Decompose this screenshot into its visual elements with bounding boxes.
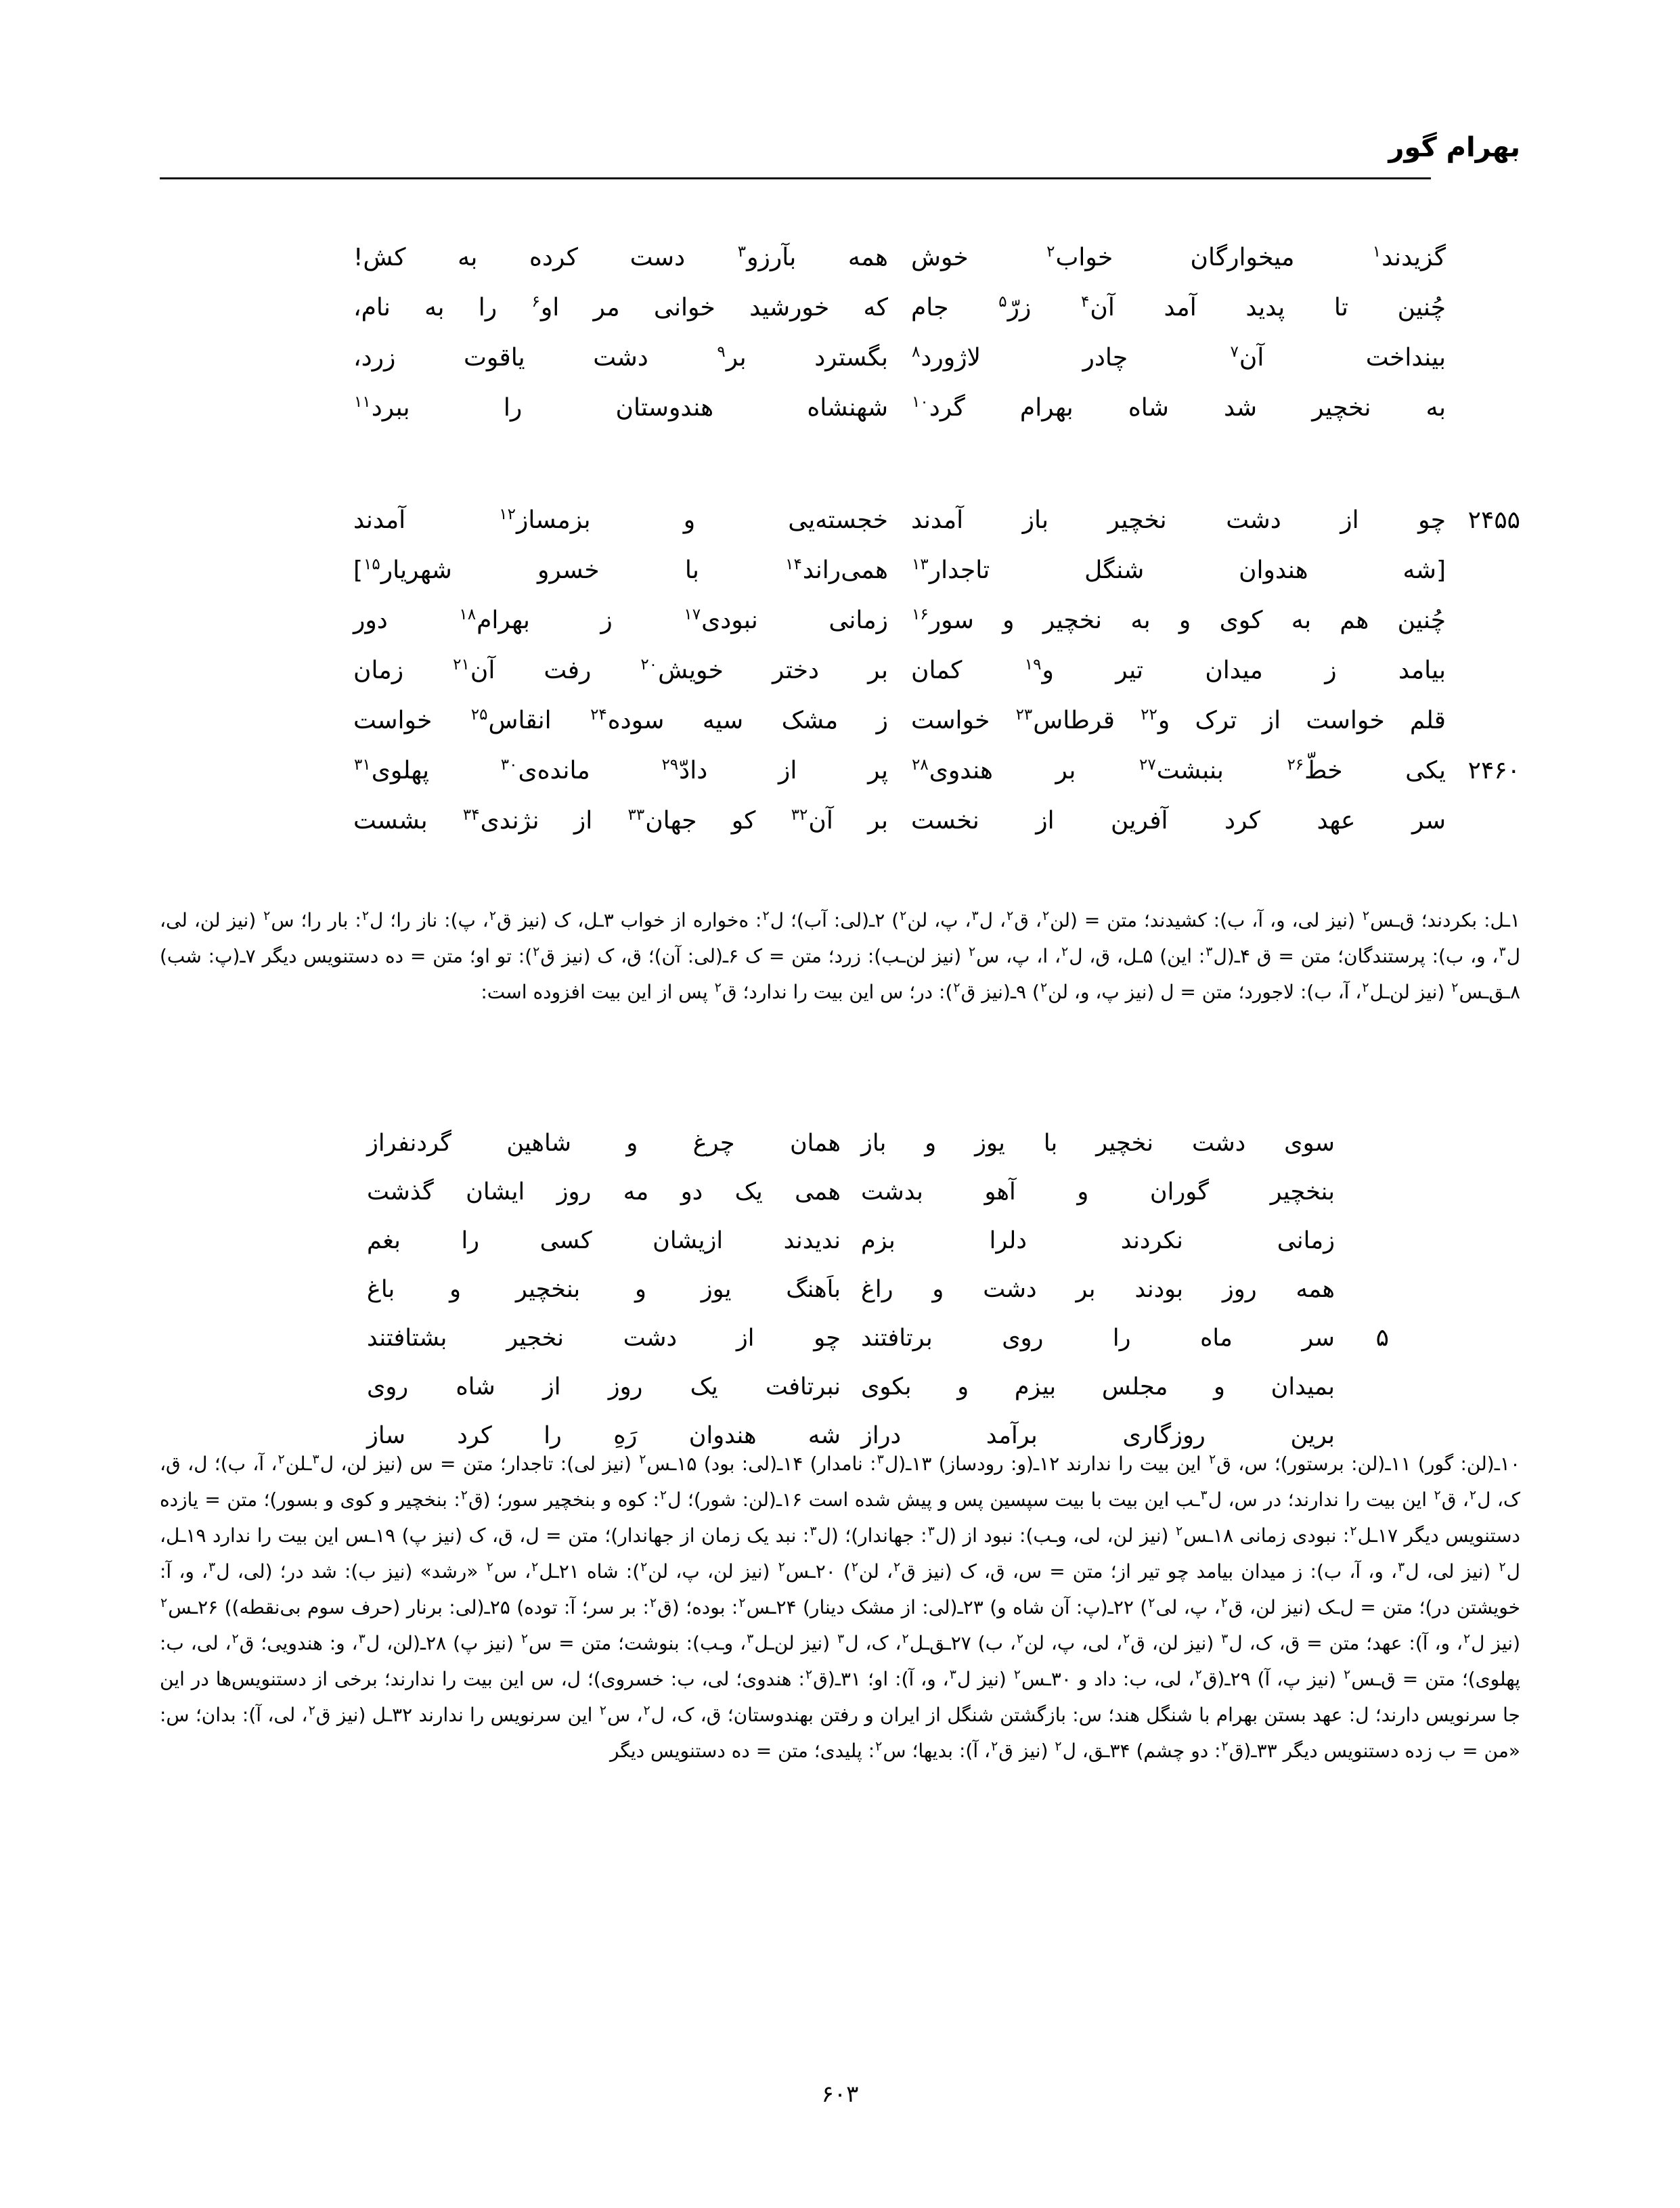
hemistich-second: بگسترد بر$^۹$ دشت یاقوت زرد، (353, 343, 888, 372)
hemistich-second: همان چرغ و شاهین گردنفراز (367, 1130, 841, 1157)
inserted-verse-block (291, 1119, 1389, 1460)
hemistich-first: یکی خطّ$^{۲۶}$ بنبشت$^{۲۷}$ بر هندوی$^{۲۸}$ (912, 756, 1446, 785)
hemistich-second: ز مشک سیه سوده$^{۲۴}$ انقاس$^{۲۵}$ خواست (353, 706, 888, 734)
hemistich-second: شه هندوان رَهِ را کرد ساز (367, 1422, 841, 1449)
header-rule (160, 177, 1520, 179)
hemistich-second: بر آن$^{۳۲}$ کو جهان$^{۳۳}$ از نژندی$^{۳۴}$ بشست (353, 806, 889, 835)
running-head: بهرام گور (1388, 132, 1520, 163)
hemistich-first: برین روزگاری برآمد دراز (861, 1422, 1335, 1449)
verse-line (160, 383, 1520, 433)
verse-line (160, 596, 1520, 646)
inserted-verse-line (291, 1119, 1389, 1168)
verse-number: ۲۴۶۰ (1467, 757, 1520, 785)
page-header (160, 133, 1520, 190)
hemistich-second: پر از دادّ$^{۲۹}$ مانده‌ی$^{۳۰}$ پهلوی$^{۳۱}$ (354, 756, 888, 785)
hemistich-second: خجسته‌یی و بزمساز$^{۱۲}$ آمدند (353, 506, 888, 534)
inserted-verse-line (291, 1314, 1389, 1363)
inserted-verse-line (291, 1363, 1389, 1411)
verse-line (160, 746, 1520, 796)
header-rule-gap (1431, 173, 1520, 183)
hemistich-first: به نخچیر شد شاه بهرام گرد$^{۱۰}$ (912, 393, 1446, 422)
hemistich-second: نبرتافت یک روز از شاه روی (367, 1373, 841, 1400)
hemistich-first: گزیدند$^۱$ میخوارگان خواب$^۲$ خوش (911, 243, 1446, 271)
hemistich-first: چُنین تا پدید آمد آن$^۴$ زرّ$^۵$ جام (911, 293, 1446, 322)
verse-line (160, 283, 1520, 333)
hemistich-first: [شه هندوان شنگل تاجدار$^{۱۳}$ (912, 556, 1446, 584)
verse-block-two (160, 495, 1520, 846)
hemistich-first: بینداخت آن$^۷$ چادر لاژورد$^۸$ (912, 343, 1446, 372)
hemistich-second: همی یک دو مه روز ایشان گذشت (367, 1178, 841, 1206)
folio-number: ۶۰۳ (821, 2081, 859, 2108)
inserted-verse-line (291, 1216, 1389, 1265)
hemistich-second: بر دختر خویش$^{۲۰}$ رفت آن$^{۲۱}$ زمان (353, 656, 888, 684)
verse-line (160, 495, 1520, 546)
inserted-verse-line (291, 1168, 1389, 1216)
verse-line (160, 546, 1520, 596)
verse-block-one (160, 233, 1520, 433)
hemistich-first: قلم خواست از ترک و$^{۲۲}$ قرطاس$^{۲۳}$ خواست (911, 706, 1446, 734)
verse-line (160, 696, 1520, 746)
verse-number: ۵ (1375, 1324, 1389, 1352)
verse-line (160, 646, 1520, 696)
apparatus-lower: ۱۰ـ(لن: گور) ۱۱ـ(لن: برستور)؛ س، ق$^۲$ این بیت را ندارند ۱۲ـ(و: رودساز) ۱۳ـ(ل$^۳$: نامدار) ۱۴ـ(لی: بود) ۱۵ـس$^۲$ (نیز لی): تاجدار؛ متن = س (نیز لن، ل$^۳$ـلن$^۲$، آ، ب)؛ ل، ق، ک، ل$^۲$، ق$^۲$ این بیت را ندارند؛ در س، ل$^۳$ـب این بیت با بیت سپسین پس و پیش شده است ۱۶ـ(لن: شور)؛ ل$^۲$: کوه و بنخچیر سور؛ (ق$^۲$: بنخچیر و کوی و بسور)؛ متن = یازده دستنویس دیگر ۱۷ـل$^۲$: نبودی زمانی ۱۸ـس$^۲$ (نیز لن، لی، و‌ـب): نبود از (ل$^۳$: جهاندار)؛ (ل$^۳$: نبد یک زمان از جهاندار)؛ متن = ل، ق، ک (نیز پ) ۱۹ـس این بیت را ندارد ۱۹ـل، ل$^۲$ (نیز لی، ل$^۳$، و، آ، ب): ز میدان بیامد چو تیر از؛ متن = س، ق، ک (نیز ق$^۲$، لن$^۲$) ۲۰ـس$^۲$ (نیز لن، پ، لن$^۲$): شاه ۲۱ـل$^۲$، س$^۲$ «رشد» (نیز ب): شد در؛ (لی، ل$^۳$، و، آ: خویشتن در)؛ متن = ل‌ـک (نیز لن، ق$^۲$، پ، لی$^۲$) ۲۲ـ(پ: آن شاه و) ۲۳ـ(لی: از مشک دینار) ۲۴ـس$^۲$: بوده؛ (ق$^۲$: بر سر؛ آ: توده) ۲۵ـ(لی: برنار (حرف سوم بی‌نقطه)) ۲۶ـس$^۲$ (نیز ل$^۲$، و، آ): عهد؛ متن = ق، ک، ل$^۳$ (نیز لن، ق$^۲$، لی، پ، لن$^۲$، ب) ۲۷ـق‌ـل$^۲$، ک، ل$^۳$ (نیز لن‌ـل$^۳$، و‌ـب): بنوشت؛ متن = س$^۲$ (نیز پ) ۲۸ـ(لن، ل$^۳$، و: هندویی؛ ق$^۲$، لی، ب: پهلوی)؛ متن = ق‌ـس$^۲$ (نیز پ، آ) ۲۹ـ(ق$^۲$، لی، ب: داد و ۳۰ـس$^۲$ (نیز ل$^۳$، و، آ): او؛ ۳۱ـ(ق$^۲$: هندوی؛ لی، ب: خسروی)؛ ل، س این بیت را ندارند؛ برخی از دستنویس‌ها در این جا سرنویس دارند؛ ل: عهد بستن بهرام با شنگل هند؛ س: بازگشتن شنگل از ایران و رفتن بهندوستان؛ ق، ک، ل$^۲$، س$^۲$ این سرنویس را ندارند ۳۲ـل (نیز ق$^۲$، لی، آ): بدان؛ س: «من = ب زده دستنویس دیگر ۳۳ـ(ق$^۲$: دو چشم) ۳۴ـق، ل$^۲$ (نیز ق$^۲$، آ): بدیها؛ س$^۲$: پلیدی؛ متن = ده دستنویس دیگر (160, 1451, 1521, 1762)
hemistich-first: بمیدان و مجلس بیزم و بکوی (861, 1373, 1335, 1400)
hemistich-first: بنخچیر گوران و آهو بدشت (861, 1178, 1335, 1206)
hemistich-second: شهنشاه هندوستان را ببرد$^{۱۱}$ (354, 393, 888, 422)
hemistich-second: زمانی نبودی$^{۱۷}$ ز بهرام$^{۱۸}$ دور (353, 606, 889, 634)
hemistich-first: همه روز بودند بر دشت و راغ (861, 1276, 1335, 1303)
hemistich-first: سر عهد کرد آفرین از نخست (911, 807, 1446, 835)
verse-line (160, 796, 1520, 846)
hemistich-first: چو از دشت نخچیر باز آمدند (911, 506, 1446, 534)
hemistich-first: سر ماه را روی برتافتند (861, 1325, 1335, 1352)
hemistich-first: بیامد ز میدان تیر و$^{۱۹}$ کمان (911, 656, 1446, 684)
inserted-verse-line (291, 1265, 1389, 1314)
verse-line (160, 333, 1520, 383)
apparatus-upper: ۱ـل: بکردند؛ ق‌ـس$^۲$ (نیز لی، و، آ، ب): کشیدند؛ متن = (لن$^۲$، ق$^۲$، ل$^۳$، پ، لن$^۲$) ۲ـ(لی: آب)؛ ل$^۲$: ه‌خواره از خواب ۳ـل، ک (نیز ق$^۲$، پ): ناز را؛ ل$^۲$: بار را؛ س$^۲$ (نیز لن، لی، ل$^۳$، و، ب): پرستندگان؛ متن = ق ۴ـ(ل$^۳$: این) ۵ـل، ق، ل$^۲$، ا، پ، س$^۲$ (نیز لن‌ـب): زرد؛ متن = ک ۶ـ(لی: آن)؛ ق، ک (نیز ق$^۲$): تو او؛ متن = ده دستنویس دیگر ۷ـ(پ: شب) ۸ـق‌ـس$^۲$ (نیز لن‌ـل$^۲$، آ، ب): لاجورد؛ متن = ل (نیز پ، و، لن$^۲$) ۹ـ(نیز ق$^۲$): در؛ س این بیت را ندارد؛ ق$^۲$ پس از این بیت افزوده است: (160, 908, 1521, 1003)
hemistich-second: همه بآرزو$^۳$ دست کرده به کش! (353, 243, 888, 271)
verse-line (160, 233, 1520, 283)
hemistich-second: که خورشید خوانی مر او$^۶$ را به نام، (353, 293, 888, 322)
verse-number: ۲۴۵۵ (1467, 506, 1520, 534)
hemistich-second: باَهنگ یوز و بنخچیر و باغ (367, 1276, 841, 1303)
hemistich-second: ندیدند ازیشان کسی را بغم (367, 1227, 841, 1254)
hemistich-first: زمانی نکردند دلرا بزم (861, 1227, 1335, 1254)
hemistich-first: چُنین هم به کوی و به نخچیر و سور$^{۱۶}$ (912, 606, 1446, 634)
hemistich-first: سوی دشت نخچیر با یوز و باز (861, 1130, 1335, 1157)
hemistich-second: همی‌راند$^{۱۴}$ با خسرو شهریار$^{۱۵}$] (353, 556, 888, 584)
hemistich-second: چو از دشت نخجیر بشتافتند (367, 1325, 841, 1352)
